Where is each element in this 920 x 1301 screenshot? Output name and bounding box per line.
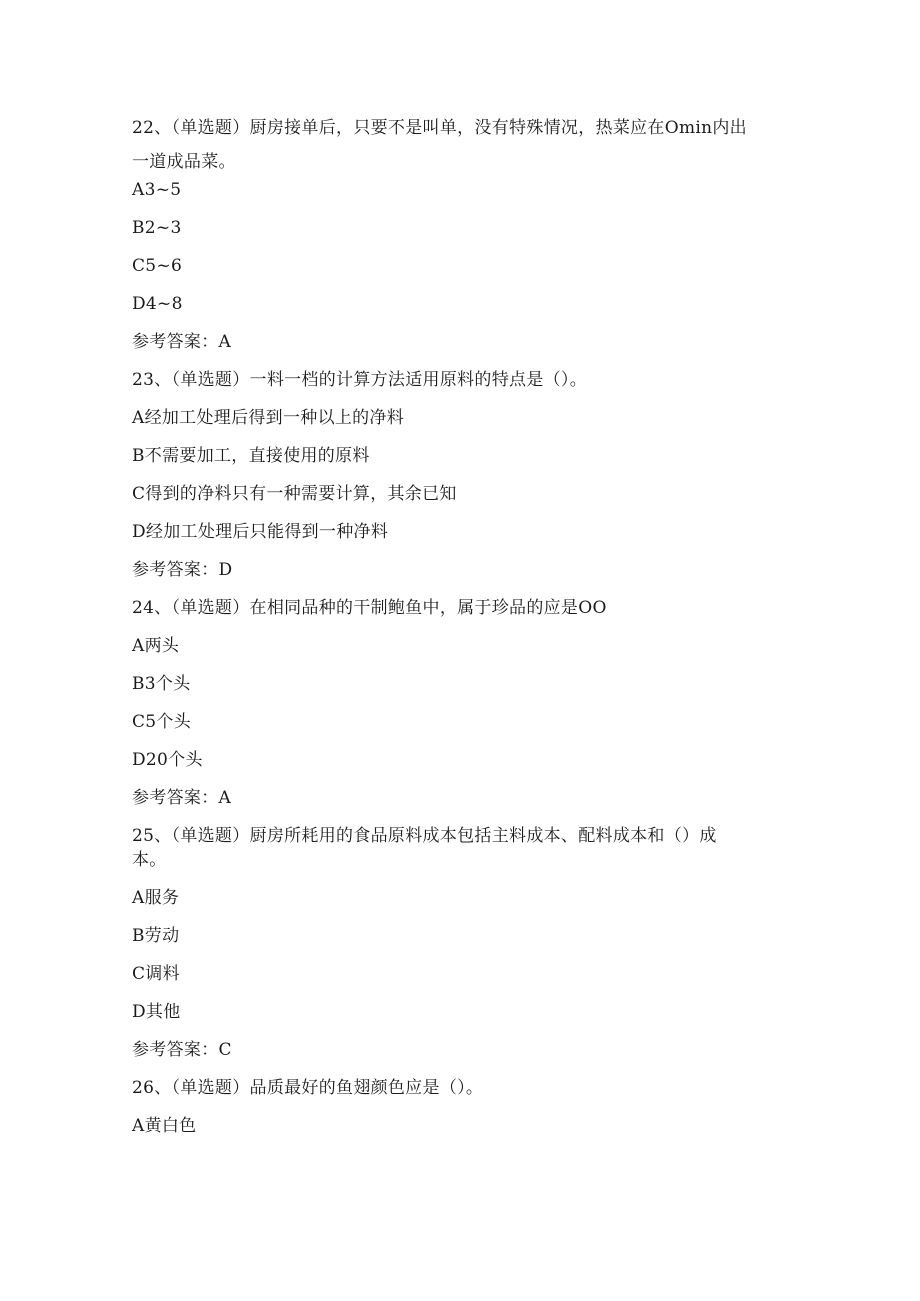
question-23-option-c: C得到的净料只有一种需要计算，其余已知 xyxy=(132,484,457,504)
question-25-answer: 参考答案：C xyxy=(132,1040,232,1060)
question-23-answer: 参考答案：D xyxy=(132,560,233,580)
question-24-option-c: C5个头 xyxy=(132,712,192,732)
question-23-stem-line-1: 23、（单选题）一料一档的计算方法适用原料的特点是（）。 xyxy=(132,370,588,390)
question-24-answer: 参考答案：A xyxy=(132,788,232,808)
question-23-option-b: B不需要加工，直接使用的原料 xyxy=(132,446,370,466)
question-26-option-a: A黄白色 xyxy=(132,1116,197,1136)
question-22-answer: 参考答案：A xyxy=(132,332,232,352)
question-25-stem-line-1: 25、（单选题）厨房所耗用的食品原料成本包括主料成本、配料成本和（）成 xyxy=(132,826,717,846)
question-22-stem-line-2: 一道成品菜。 xyxy=(132,152,236,172)
question-23-option-d: D经加工处理后只能得到一种净料 xyxy=(132,522,389,542)
question-22-option-c: C5~6 xyxy=(132,256,183,276)
question-25-stem-line-2: 本。 xyxy=(132,850,167,870)
question-26-stem-line-1: 26、（单选题）品质最好的鱼翅颜色应是（）。 xyxy=(132,1078,484,1098)
question-25-option-d: D其他 xyxy=(132,1002,181,1022)
question-25-option-a: A服务 xyxy=(132,888,180,908)
question-22-option-d: D4~8 xyxy=(132,294,183,314)
question-22-option-b: B2~3 xyxy=(132,218,182,238)
question-24-stem-line-1: 24、（单选题）在相同品种的干制鲍鱼中，属于珍品的应是OO xyxy=(132,598,607,618)
question-24-option-b: B3个头 xyxy=(132,674,191,694)
question-25-option-c: C调料 xyxy=(132,964,180,984)
question-24-option-a: A两头 xyxy=(132,636,180,656)
question-25-option-b: B劳动 xyxy=(132,926,180,946)
question-22-option-a: A3~5 xyxy=(132,180,182,200)
question-22-stem-line-1: 22、（单选题）厨房接单后，只要不是叫单，没有特殊情况，热菜应在Omin内出 xyxy=(132,118,747,138)
question-24-option-d: D20个头 xyxy=(132,750,203,770)
question-23-option-a: A经加工处理后得到一种以上的净料 xyxy=(132,408,405,428)
